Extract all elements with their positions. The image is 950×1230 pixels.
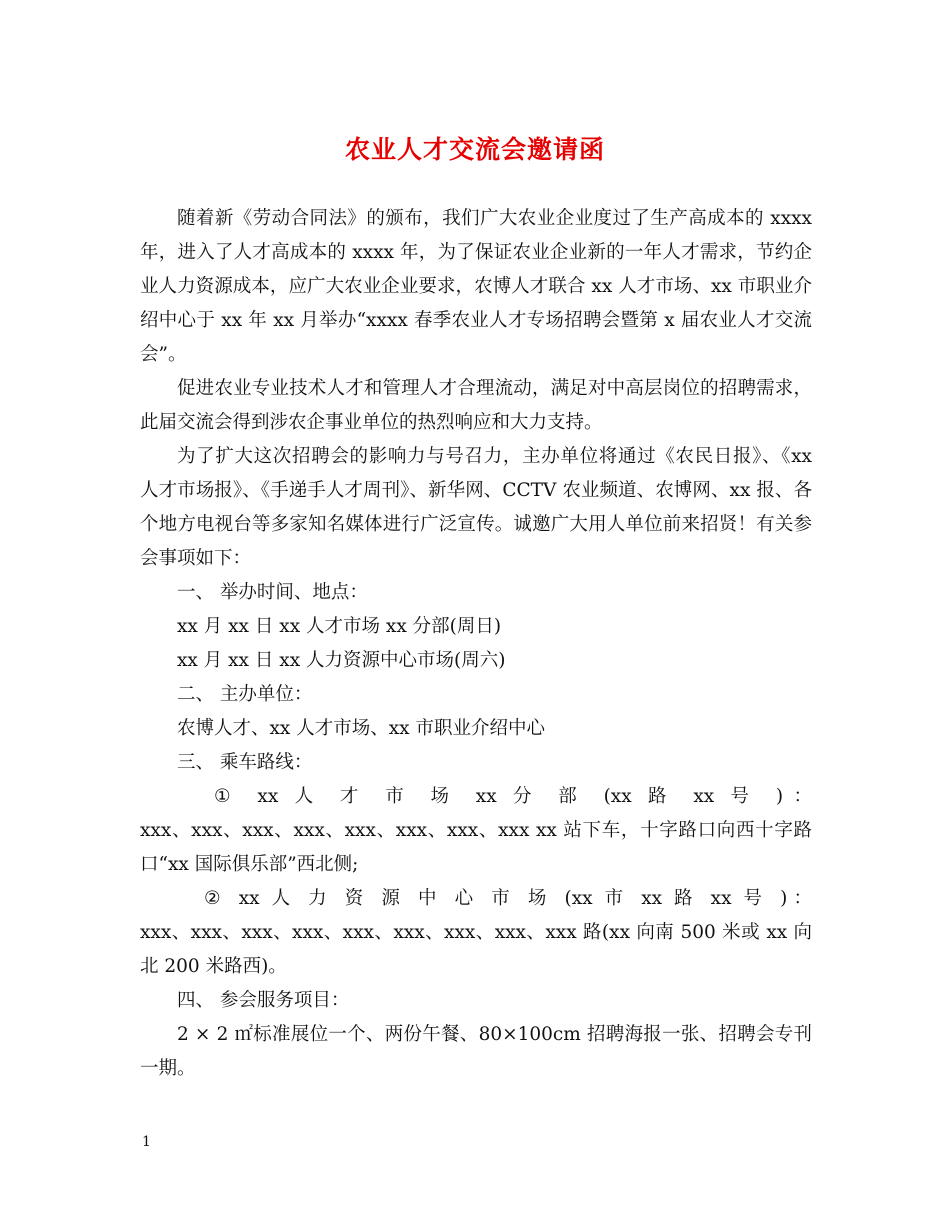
organizers-line: 农博人才、xx 人才市场、xx 市职业介绍中心 [177,718,545,739]
paragraph-publicity: 为了扩大这次招聘会的影响力与号召力，主办单位将通过《农民日报》、《xx 人才市场报》、《手递手人才周刊》、新华网、CCTV 农业频道、农博网、xx 报、各个地方电视台等多家知名媒体进行广泛宣传。诚邀广大用人单位前来招贤！有关参会事项如下： [140,446,812,569]
schedule-line-1: xx 月 xx 日 xx 人才市场 xx 分部(周日) [177,616,502,637]
page-number: 1 [142,1134,151,1150]
section-heading-routes: 三、 乘车路线： [177,752,313,773]
paragraph-intro: 随着新《劳动合同法》的颁布，我们广大农业企业度过了生产高成本的 xxxx 年，进入了人才高成本的 xxxx 年，为了保证农业企业新的一年人才需求，节约企业人力资源成本，应广大农业企业要求，农博人才联合 xx 人才市场、xx 市职业介绍中心于 xx 年 xx 月举办“xxxx 春季农业人才专场招聘会暨第 x 届农业人才交流会”。 [140,208,812,365]
route-2-details: xxx、xxx、xxx、xxx、xxx、xxx、xxx、xxx、xxx 路(xx 向南 500 米或 xx 向北 200 米路西)。 [140,922,812,977]
section-heading-time-place: 一、 举办时间、地点： [177,582,368,603]
section-heading-services: 四、 参会服务项目： [177,990,350,1011]
schedule-line-2: xx 月 xx 日 xx 人力资源中心市场(周六) [177,650,506,671]
document-title: 农业人才交流会邀请函 [344,135,605,164]
section-heading-organizers: 二、 主办单位： [177,684,313,705]
route-2-heading: ② xx 人 力 资 源 中 心 市 场 (xx 市 xx 路 xx 号 )： [204,888,812,909]
route-1-details: xxx、xxx、xxx、xxx、xxx、xxx、xxx、xxx xx 站下车，十字路口向西十字路口“xx 国际俱乐部”西北侧; [140,820,812,875]
document-body [140,202,812,1086]
services-line: 2 × 2 ㎡标准展位一个、两份午餐、80×100cm 招聘海报一张、招聘会专刊一期。 [140,1024,812,1079]
route-1-heading: ① xx 人 才 市 场 xx 分 部 (xx 路 xx 号 )： [214,786,812,807]
paragraph-purpose: 促进农业专业技术人才和管理人才合理流动，满足对中高层岗位的招聘需求，此届交流会得到涉农企事业单位的热烈响应和大力支持。 [140,378,812,433]
